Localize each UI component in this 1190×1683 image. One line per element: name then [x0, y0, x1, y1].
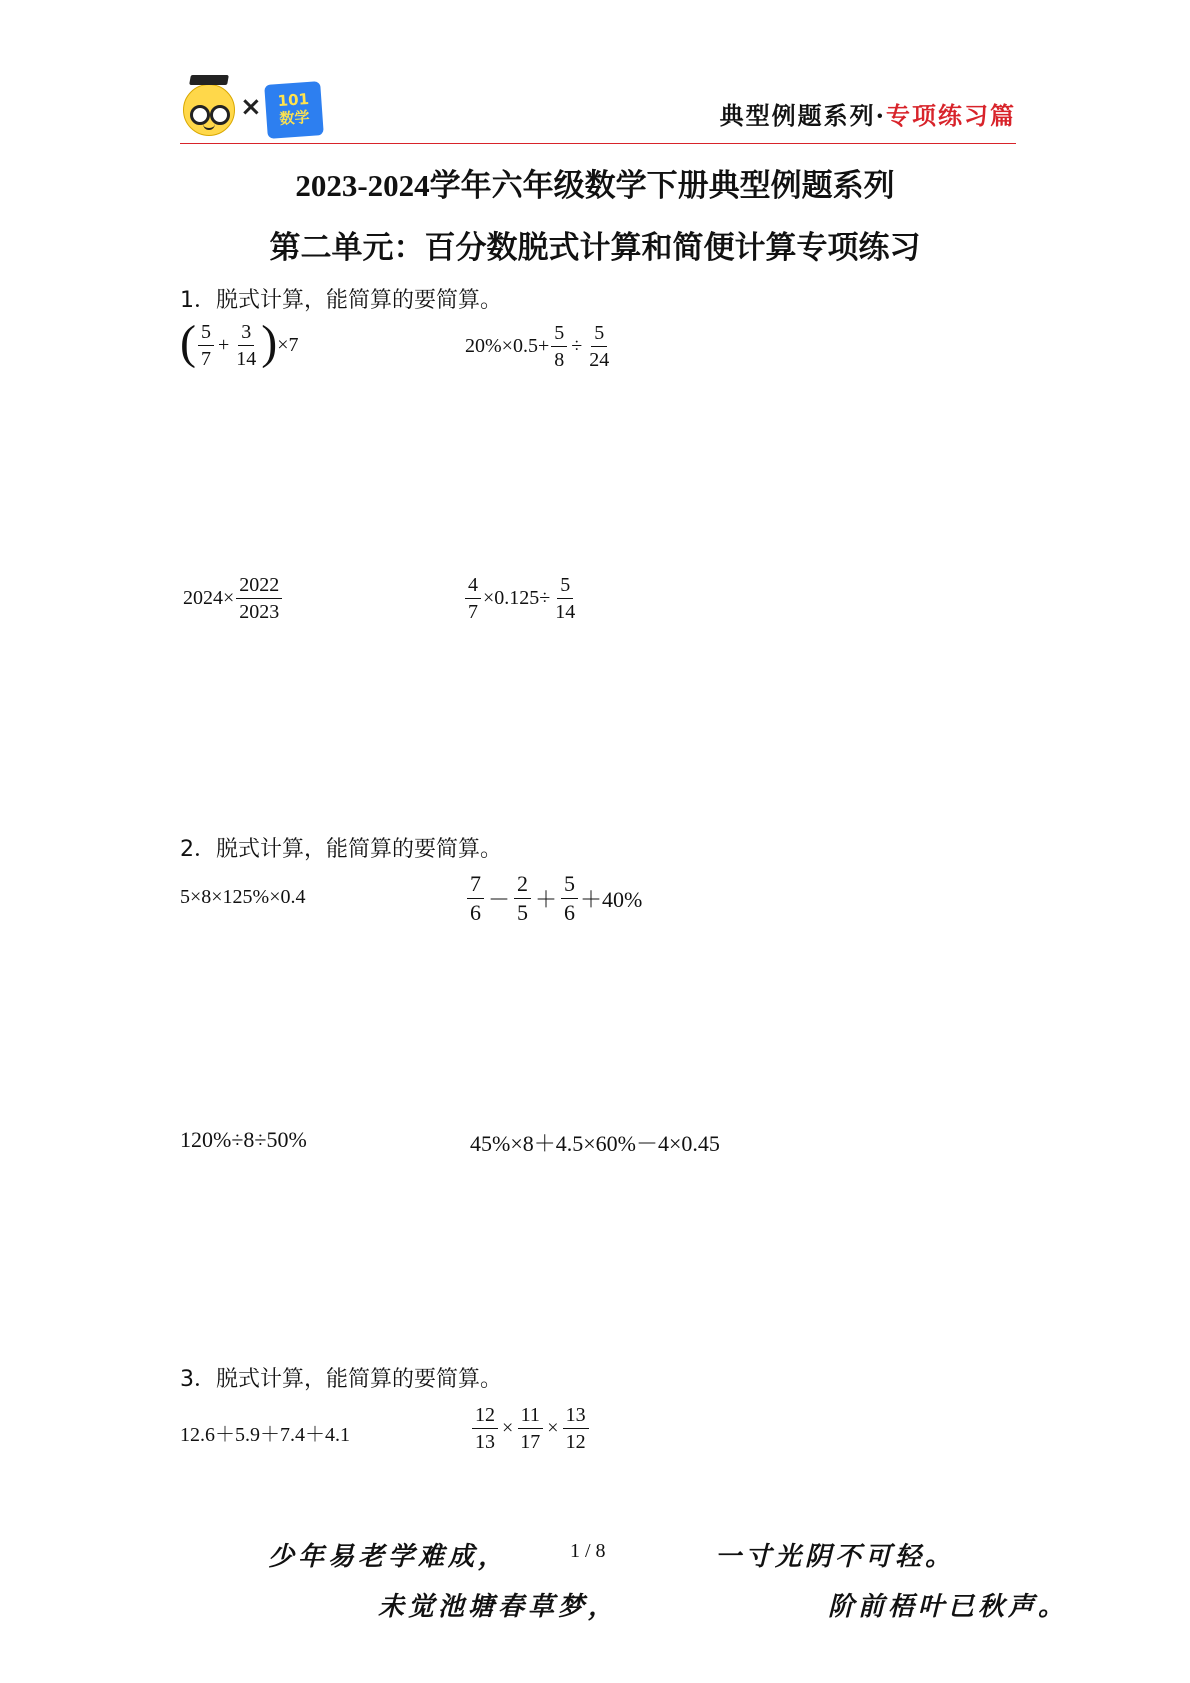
expression-5: 5×8×125%×0.4 [180, 886, 306, 908]
expression-10 [470, 1405, 591, 1452]
logo-text-101: 101 [277, 89, 310, 111]
numerator: 12 [472, 1405, 498, 1429]
numerator: 4 [465, 575, 481, 599]
numerator: 11 [518, 1405, 543, 1429]
numerator: 7 [467, 873, 484, 899]
expression-tail: ＋40% [580, 887, 643, 912]
question-1-heading: 1．脱式计算，能简算的要简算。 [180, 288, 502, 313]
owl-mascot-logo [183, 84, 235, 136]
collab-times-sign: × [240, 92, 262, 122]
footer-poem-line1-right: 一寸光阴不可轻。 [715, 1542, 956, 1572]
numerator: 5 [561, 873, 578, 899]
denominator: 7 [468, 601, 478, 623]
page-number: 1 / 8 [570, 1540, 606, 1562]
question-2-heading: 2．脱式计算，能简算的要简算。 [180, 837, 502, 862]
denominator: 13 [475, 1431, 495, 1453]
footer-poem-line2-right: 阶前梧叶已秋声。 [828, 1592, 1069, 1622]
expression-7: 120%÷8÷50% [180, 1127, 307, 1152]
footer-poem-line1-left: 少年易老学难成， [268, 1542, 509, 1572]
denominator: 14 [236, 348, 257, 370]
denominator: 24 [589, 349, 610, 371]
expression-4 [463, 575, 580, 622]
denominator: 6 [470, 900, 481, 925]
expression-mid: ×0.125÷ [483, 587, 551, 609]
numerator: 2 [514, 873, 531, 899]
denominator: 12 [565, 1431, 586, 1453]
document-subtitle: 第二单元：百分数脱式计算和简便计算专项练习 [269, 230, 921, 265]
numerator: 5 [591, 323, 607, 347]
expression-8: 45%×8＋4.5×60%－4×0.45 [470, 1131, 720, 1156]
denominator: 2023 [239, 601, 280, 623]
expression-6 [465, 873, 642, 924]
operator: × [502, 1417, 514, 1439]
question-3-heading: 3．脱式计算，能简算的要简算。 [180, 1367, 502, 1392]
denominator: 6 [564, 900, 576, 925]
operator: × [547, 1417, 559, 1439]
denominator: 8 [554, 349, 565, 371]
numerator: 5 [198, 322, 214, 346]
expression-lead: 2024× [183, 587, 235, 609]
denominator: 5 [517, 900, 529, 925]
denominator: 14 [555, 601, 576, 623]
operator: + [217, 334, 230, 356]
denominator: 17 [520, 1431, 541, 1453]
numerator: 13 [563, 1405, 589, 1429]
numerator: 2022 [236, 575, 282, 599]
header-divider [180, 143, 1016, 144]
document-title: 2023-2024学年六年级数学下册典型例题系列 [295, 168, 895, 203]
series-subtitle: 专项练习篇 [886, 101, 1016, 130]
denominator: 7 [200, 348, 211, 370]
numerator: 5 [551, 323, 567, 347]
footer-poem-line2-left: 未觉池塘春草梦， [378, 1592, 619, 1622]
expression-tail: ×7 [277, 334, 299, 356]
operator: ＋ [535, 887, 558, 912]
expression-9: 12.6＋5.9＋7.4＋4.1 [180, 1424, 350, 1446]
series-name: 典型例题系列· [719, 101, 886, 130]
numerator: 5 [557, 575, 573, 599]
operator: ÷ [571, 335, 583, 357]
expression-3 [183, 575, 284, 622]
operator: － [488, 887, 511, 912]
expression-2 [465, 323, 614, 370]
math-101-logo [264, 81, 324, 139]
logo-text-math: 数学 [278, 107, 311, 129]
expression-lead: 20%×0.5+ [465, 335, 550, 357]
series-header [720, 96, 1016, 131]
numerator: 3 [238, 322, 254, 346]
expression-1: ( $\frac{5}{7}$ + $\frac{3}{14}$ ) ×7 [180, 315, 299, 370]
